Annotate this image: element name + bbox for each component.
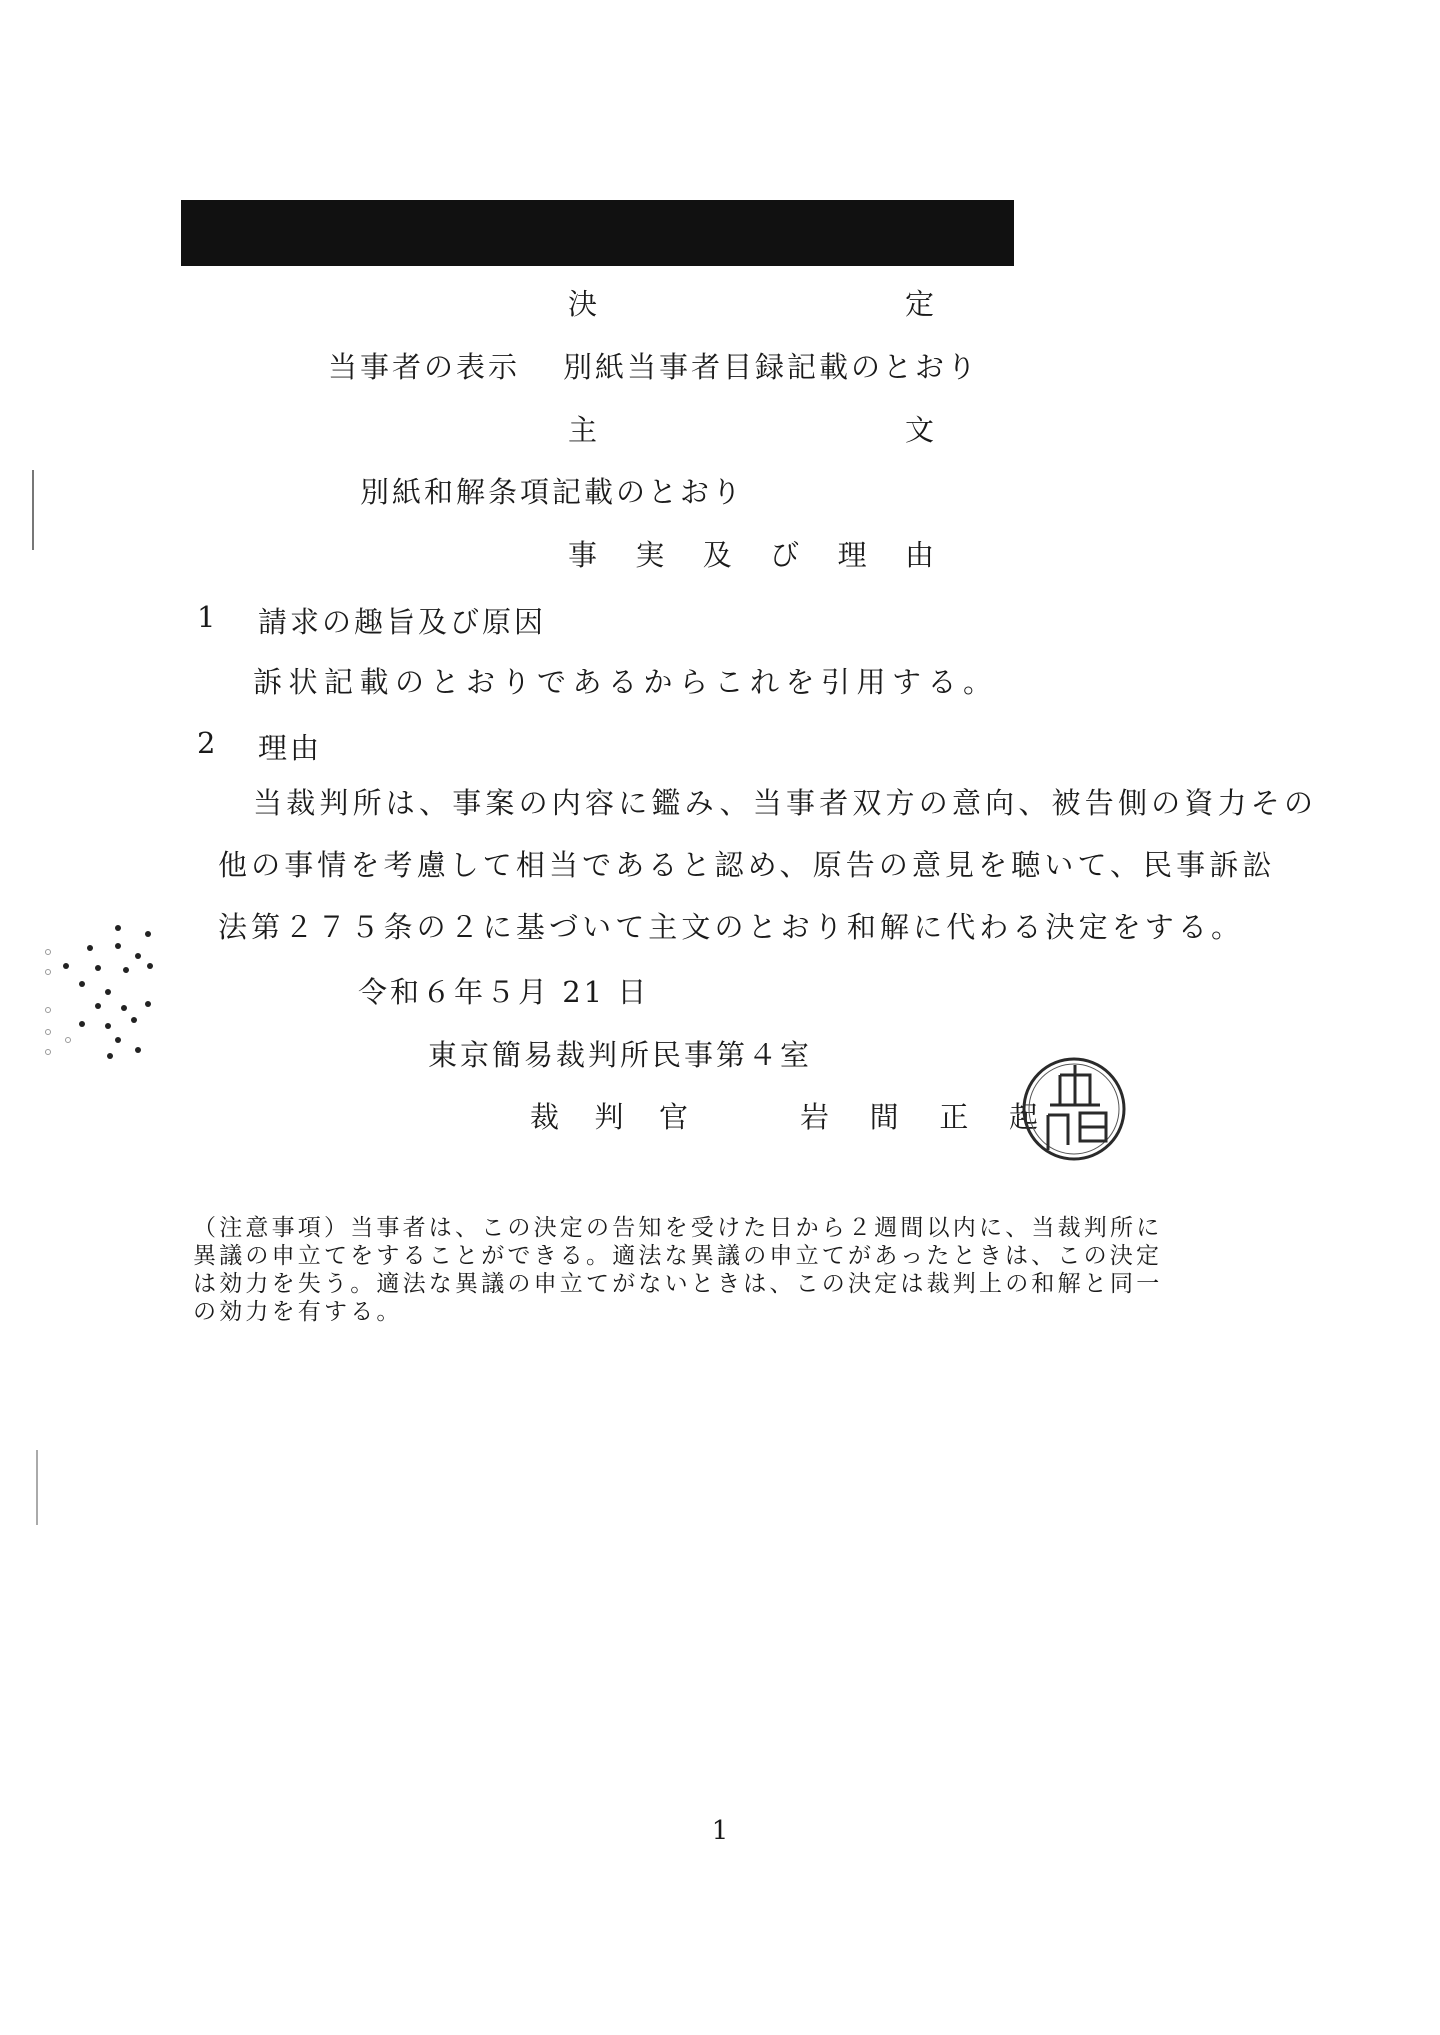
redaction-bar [181,200,1014,266]
judge-name-char: 間 [869,1100,901,1134]
heading-char: 実 [635,538,667,572]
decision-date: 令和６年５月 21 日 [358,975,650,1009]
judge-title [530,1095,690,1136]
section-text-line: 訴状記載のとおりであるからこれを引用する。 [253,665,999,699]
judge-title-char: 判 [594,1100,626,1134]
note-line: は効力を失う。適法な異議の申立てがないときは、この決定は裁判上の和解と同一 [193,1271,1163,1297]
heading-char: 文 [904,413,936,447]
section-text-line: 法第２７５条の２に基づいて主文のとおり和解に代わる決定をする。 [218,910,1245,944]
scan-edge-mark [36,1450,38,1525]
judge-seal-icon [1020,1055,1128,1163]
page-number: 1 [711,1816,729,1846]
title-char: 定 [904,287,936,321]
section-heading: 理由 [258,731,323,765]
parties-label: 当事者の表示 [328,350,521,384]
judge-name-char: 正 [939,1100,971,1134]
section-text-line: 当裁判所は、事案の内容に鑑み、当事者双方の意向、被告側の資力その [253,786,1318,820]
section-text-line: 他の事情を考慮して相当であると認め、原告の意見を聴いて、民事訴訟 [218,848,1276,882]
note-line: 異議の申立てをすることができる。適法な異議の申立てがあったときは、この決定 [193,1243,1163,1269]
document-title [568,282,936,323]
scan-edge-mark [32,470,34,550]
heading-char: 及 [702,538,734,572]
section-heading: 請求の趣旨及び原因 [258,605,547,639]
note-line: （注意事項）当事者は、この決定の告知を受けた日から２週間以内に、当裁判所に [193,1215,1163,1241]
section-number: 1 [197,600,218,634]
heading-char: 理 [837,538,869,572]
section-number: 2 [197,726,218,760]
binding-dots-icon [38,920,158,1080]
parties-value: 別紙当事者目録記載のとおり [563,350,980,384]
title-char: 決 [568,287,600,321]
judge-title-char: 官 [658,1100,690,1134]
judge-name [800,1095,1040,1136]
heading-char: 由 [904,538,936,572]
facts-heading [568,533,936,574]
heading-char: 事 [568,538,600,572]
main-text-body: 別紙和解条項記載のとおり [360,475,745,509]
main-text-heading [568,408,936,449]
heading-char: 主 [568,413,600,447]
judge-title-char: 裁 [530,1100,562,1134]
note-line: の効力を有する。 [193,1299,403,1325]
heading-char: び [770,538,802,572]
judge-name-char: 岩 [800,1100,832,1134]
judge-name-char: 起 [1008,1100,1040,1134]
court-name: 東京簡易裁判所民事第４室 [428,1038,813,1072]
